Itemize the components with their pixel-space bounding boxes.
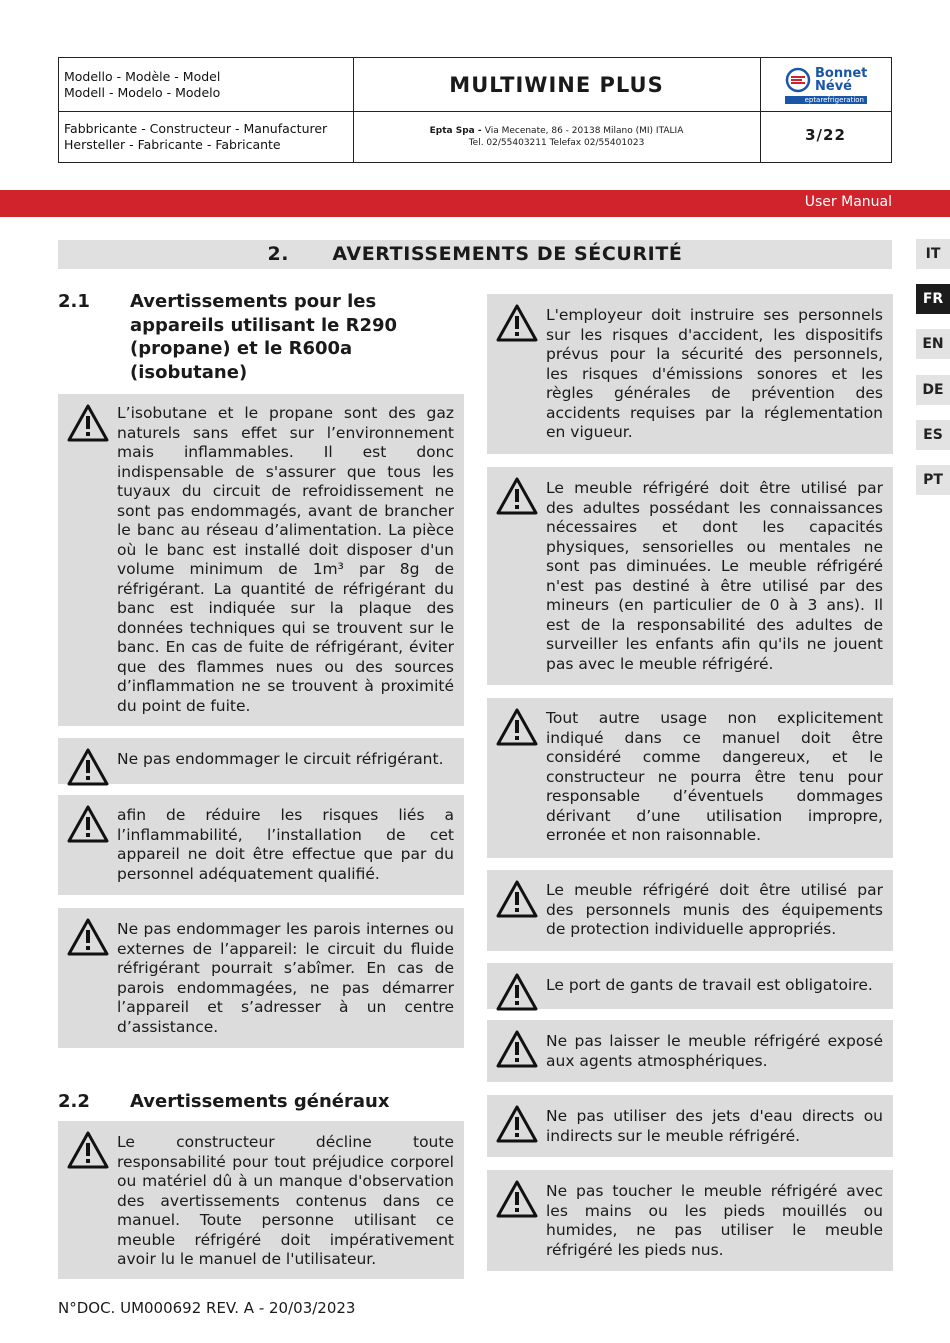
left-warning-box xyxy=(58,394,464,726)
subsection-2-2-heading xyxy=(58,1090,418,1114)
logo-text-line-1: Bonnet xyxy=(815,66,868,81)
left-warning-box xyxy=(58,795,464,895)
warning-triangle-icon xyxy=(67,404,109,442)
warning-text-line: le banc au réseau d’alimentation. La pièce xyxy=(117,521,454,539)
warning-triangle-icon xyxy=(496,477,538,515)
subsection-title xyxy=(130,1090,389,1114)
warning-text-line: Le meuble réfrigéré doit être utilisé par xyxy=(546,881,883,899)
warning-text-line: Le port de gants de travail est obligatoire. xyxy=(546,976,873,994)
warning-text xyxy=(546,1032,883,1071)
warning-text-line: sont pas endommagés, avant de brancher xyxy=(117,501,454,520)
warning-text-line: physiques, sensorielles ou mentales ne xyxy=(546,537,883,556)
warning-text-line: d’assistance. xyxy=(117,1017,219,1036)
warning-text-line: parois endommagées, ne pas démarrer xyxy=(117,978,454,997)
language-tab-fr[interactable]: FR xyxy=(916,284,950,314)
right-warning-box xyxy=(487,467,893,685)
warning-text xyxy=(117,750,454,770)
manufacturer-label-line-2: Hersteller - Fabricante - Fabricante xyxy=(64,137,281,152)
warning-text-line: les mains ou les pieds mouillés ou xyxy=(546,1201,883,1220)
warning-text-line: tuyaux du circuit de refroidissement ne xyxy=(117,482,454,500)
bonnet-neve-logo xyxy=(785,64,869,106)
warning-text-line: personnel adéquatement qualifié. xyxy=(117,864,380,883)
warning-text-line: où le banc est installé doit disposer d'un xyxy=(117,540,454,559)
warning-text-line: mais inflammables. Il est donc xyxy=(117,443,454,461)
right-warning-box xyxy=(487,1170,893,1271)
warning-triangle-icon xyxy=(496,708,538,746)
warning-text-line: règles générales de prévention des xyxy=(546,384,883,402)
warning-text-line: meuble réfrigéré doit impérativement xyxy=(117,1230,454,1249)
warning-text-line: des adultes possédant les connaissances xyxy=(546,498,883,517)
warning-text xyxy=(546,709,883,846)
manufacturer-company: Epta Spa - xyxy=(429,126,485,136)
warning-text-line: ou matériel dû à un manque d'observation xyxy=(117,1172,454,1190)
warning-text-line: banc est indiquée sur la plaque des xyxy=(117,599,454,617)
warning-text xyxy=(546,1107,883,1146)
title-line: (isobutane) xyxy=(130,361,248,383)
warning-text-line: surveiller les enfants afin qu'ils ne jouent xyxy=(546,635,883,653)
warning-text-line: responsabilité pour tout préjudice corporel xyxy=(117,1152,454,1171)
subsection-title xyxy=(130,290,397,384)
warning-text-line: Ne pas laisser le meuble réfrigéré exposé xyxy=(546,1032,883,1050)
manual-band xyxy=(0,190,950,217)
warning-triangle-icon xyxy=(67,918,109,956)
warning-triangle-icon xyxy=(67,748,109,786)
warning-text-line: sur les risques d'accident, les dispositifs xyxy=(546,325,883,344)
warning-text-line: Ne pas utiliser des jets d'eau directs ou xyxy=(546,1107,883,1125)
subsection-number: 2.2 xyxy=(58,1091,90,1112)
warning-text-line: prévus pour la sécurité des personnels, xyxy=(546,345,883,363)
warning-text-line: responsable d’éventuels dommages xyxy=(546,787,883,805)
warning-text-line: données techniques qui se trouvent sur le xyxy=(117,618,454,637)
warning-text-line: accidents requises par la réglementation xyxy=(546,403,883,422)
document-number: N°DOC. UM000692 REV. A - 20/03/2023 xyxy=(58,1299,356,1317)
warning-triangle-icon xyxy=(67,805,109,843)
language-tab-pt[interactable]: PT xyxy=(916,465,950,495)
warning-text-line: mineurs (en particulier de 0 à 3 ans). Il xyxy=(546,596,883,614)
warning-triangle-icon xyxy=(496,880,538,918)
product-title: MULTIWINE PLUS xyxy=(449,73,664,97)
warning-text-line: aux agents atmosphériques. xyxy=(546,1051,768,1070)
logo-text-line-2: Névé xyxy=(815,79,852,94)
warning-text-line: pas avec le meuble réfrigéré. xyxy=(546,654,774,673)
warning-text-line: n'est pas destiné à être utilisé par des xyxy=(546,576,883,595)
warning-triangle-icon xyxy=(496,1030,538,1068)
manufacturer-info xyxy=(353,125,760,149)
warning-text-line: avoir lu le manuel de l'utilisateur. xyxy=(117,1250,377,1268)
warning-text-line: réfrigérant. La quantité de réfrigérant du xyxy=(117,579,454,598)
warning-text xyxy=(546,479,883,674)
warning-text-line: est de la responsabilité des adultes de xyxy=(546,615,883,634)
warning-text xyxy=(117,806,454,884)
title-line: (propane) et le R600a xyxy=(130,338,353,359)
warning-text xyxy=(117,404,454,716)
warning-text-line: indispensable de s'assurer que tous les xyxy=(117,462,454,481)
warning-triangle-icon xyxy=(496,1105,538,1143)
model-label xyxy=(59,58,353,101)
right-warning-box xyxy=(487,294,893,454)
left-warning-box xyxy=(58,1121,464,1279)
title-line: Avertissements généraux xyxy=(130,1091,390,1112)
warning-text-line: du point de fuite. xyxy=(117,696,251,715)
warning-text-line: naturels sans effet sur l’environnement xyxy=(117,423,454,442)
warning-text-line: nécessaires et dont les capacités xyxy=(546,518,883,536)
model-label-line-1: Modello - Modèle - Model xyxy=(64,69,221,84)
right-warning-box xyxy=(487,1020,893,1082)
warning-text xyxy=(546,306,883,443)
warning-text-line: Ne pas endommager les parois internes ou xyxy=(117,920,454,938)
manufacturer-label-line-1: Fabbricante - Constructeur - Manufacturer xyxy=(64,121,328,136)
title-line: Avertissements pour les xyxy=(130,291,377,312)
warning-text-line: l’inflammabilité, l’installation de cet xyxy=(117,825,454,844)
warning-text-line: appareil ne doit être effectue que par du xyxy=(117,845,454,863)
warning-text xyxy=(546,881,883,940)
warning-text-line: afin de réduire les risques liés a xyxy=(117,806,454,824)
warning-text xyxy=(117,920,454,1037)
left-warning-box xyxy=(58,908,464,1048)
model-label-line-2: Modell - Modelo - Modelo xyxy=(64,85,221,100)
manufacturer-label xyxy=(59,111,353,153)
warning-text-line: volume minimum de 1m³ par 8g de xyxy=(117,560,454,578)
manual-type-label: User Manual xyxy=(804,194,892,210)
subsection-2-1-heading xyxy=(58,290,418,386)
language-tab-en[interactable]: EN xyxy=(916,329,950,359)
warning-text-line: d’inflammation ne se trouvent à proximité xyxy=(117,677,454,695)
warning-text-line: l’appareil et s’adresser à un centre xyxy=(117,998,454,1016)
language-tab-de[interactable]: DE xyxy=(916,375,950,405)
right-warning-box xyxy=(487,698,893,858)
section-header xyxy=(58,240,892,269)
warning-text-line: externes de l’appareil: le circuit du fluide xyxy=(117,939,454,958)
warning-text-line: Le constructeur décline toute xyxy=(117,1133,454,1151)
language-tab-it[interactable]: IT xyxy=(916,239,950,269)
logo-subtitle: eptarefrigeration xyxy=(785,96,867,104)
warning-text-line: Ne pas endommager le circuit réfrigérant. xyxy=(117,750,444,768)
subsection-number: 2.1 xyxy=(58,291,90,312)
warning-text-line: en vigueur. xyxy=(546,423,633,441)
warning-text-line: que des flammes nues ou des sources xyxy=(117,657,454,676)
warning-text-line: erronée et non raisonnable. xyxy=(546,826,762,844)
warning-text-line: sont pas diminuées. Le meuble réfrigéré xyxy=(546,557,883,575)
manufacturer-phone: Tel. 02/55403211 Telefax 02/55401023 xyxy=(468,138,645,148)
warning-text xyxy=(546,976,883,996)
page-number: 3/22 xyxy=(805,126,846,144)
warning-text-line: humides, ne pas utiliser le meuble xyxy=(546,1221,883,1239)
warning-triangle-icon xyxy=(496,1180,538,1218)
warning-text-line: manuel. Toute personne utilisant ce xyxy=(117,1211,454,1229)
title-line: appareils utilisant le R290 xyxy=(130,314,398,336)
warning-text-line: des personnels munis des équipements xyxy=(546,900,883,919)
warning-text-line: dérivant d’une utilisation impropre, xyxy=(546,806,883,825)
warning-text-line: L’isobutane et le propane sont des gaz xyxy=(117,404,454,422)
warning-triangle-icon xyxy=(496,304,538,342)
warning-text-line: banc. En cas de fuite de réfrigérant, éviter xyxy=(117,638,454,656)
language-tab-es[interactable]: ES xyxy=(916,420,950,450)
warning-text-line: Le meuble réfrigéré doit être utilisé par xyxy=(546,479,883,497)
warning-text-line: indiqué dans ce manuel doit être xyxy=(546,728,883,747)
warning-text-line: les risques d'émissions sonores et les xyxy=(546,364,883,383)
warning-triangle-icon xyxy=(496,973,538,1011)
warning-text-line: Tout autre usage non explicitement xyxy=(546,709,883,727)
warning-text xyxy=(546,1182,883,1260)
warning-text-line: des avertissements contenus dans ce xyxy=(117,1191,454,1210)
warning-triangle-icon xyxy=(67,1131,109,1169)
document-header-table xyxy=(58,57,892,163)
right-warning-box xyxy=(487,963,893,1009)
section-title: 2. AVERTISSEMENTS DE SÉCURITÉ xyxy=(267,243,683,265)
logo-emblem-icon xyxy=(785,67,811,93)
warning-text-line: réfrigérant pourrait s’abîmer. En cas de xyxy=(117,959,454,977)
left-warning-box xyxy=(58,738,464,784)
warning-text-line: L'employeur doit instruire ses personnels xyxy=(546,306,883,324)
warning-text-line: constructeur ne pourra être tenu pour xyxy=(546,767,883,786)
right-warning-box xyxy=(487,870,893,951)
warning-text-line: indirects sur le meuble réfrigéré. xyxy=(546,1126,801,1145)
warning-text-line: de protection individuelle appropriés. xyxy=(546,920,837,938)
warning-text xyxy=(117,1133,454,1270)
right-warning-box xyxy=(487,1095,893,1157)
warning-text-line: réfrigéré les pieds nus. xyxy=(546,1240,724,1259)
manufacturer-address: Via Mecenate, 86 - 20138 Milano (MI) ITALIA xyxy=(484,126,684,136)
warning-text-line: Ne pas toucher le meuble réfrigéré avec xyxy=(546,1182,883,1200)
warning-text-line: considéré comme dangereux, et le xyxy=(546,748,883,766)
